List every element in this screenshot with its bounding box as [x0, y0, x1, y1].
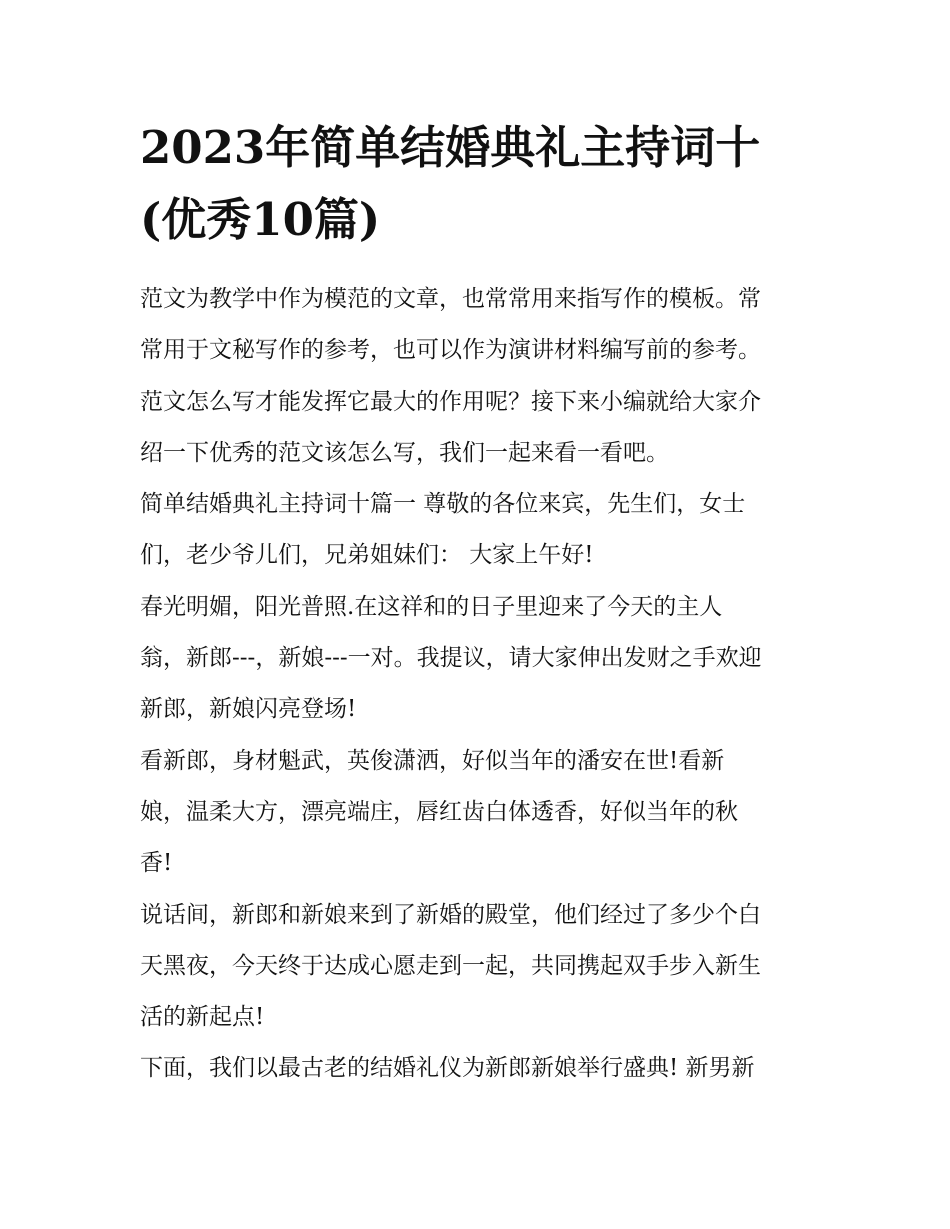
text-line: 看新郎，身材魁武，英俊潇洒，好似当年的潘安在世!看新	[140, 747, 725, 774]
text-line: 天黑夜，今天终于达成心愿走到一起，共同携起双手步入新生	[140, 952, 761, 979]
text-line: 娘，温柔大方，漂亮端庄，唇红齿白体透香，好似当年的秋	[140, 798, 738, 825]
text-line: 春光明媚，阳光普照.在这祥和的日子里迎来了今天的主人	[140, 593, 723, 620]
text-line: 们，老少爷儿们，兄弟姐妹们： 大家上午好!	[140, 542, 594, 569]
text-line: 新郎，新娘闪亮登场!	[140, 696, 357, 723]
text-line: 范文为教学中作为模范的文章，也常常用来指写作的模板。常	[140, 286, 761, 312]
text-line: 下面，我们以最古老的结婚礼仪为新郎新娘举行盛典! 新男新	[140, 1055, 755, 1082]
text-line: 香!	[140, 850, 173, 877]
text-line: 翁，新郎---，新娘---一对。我提议，请大家伸出发财之手欢迎	[140, 645, 762, 672]
title-line-1: 2023年简单结婚典礼主持词十	[140, 121, 761, 174]
text-line: 活的新起点!	[140, 1004, 265, 1031]
text-line: 绍一下优秀的范文该怎么写，我们一起来看一看吧。	[140, 439, 669, 466]
text-line: 常用于文秘写作的参考，也可以作为演讲材料编写前的参考。	[140, 337, 761, 364]
title-line-2: (优秀10篇)	[140, 193, 381, 246]
text-line: 范文怎么写才能发挥它最大的作用呢？接下来小编就给大家介	[140, 388, 761, 415]
text-line: 简单结婚典礼主持词十篇一 尊敬的各位来宾，先生们，女士	[140, 491, 746, 518]
document-body	[140, 274, 820, 1095]
text-line: 说话间，新郎和新娘来到了新婚的殿堂，他们经过了多少个白	[140, 901, 761, 928]
document-title	[140, 112, 820, 256]
